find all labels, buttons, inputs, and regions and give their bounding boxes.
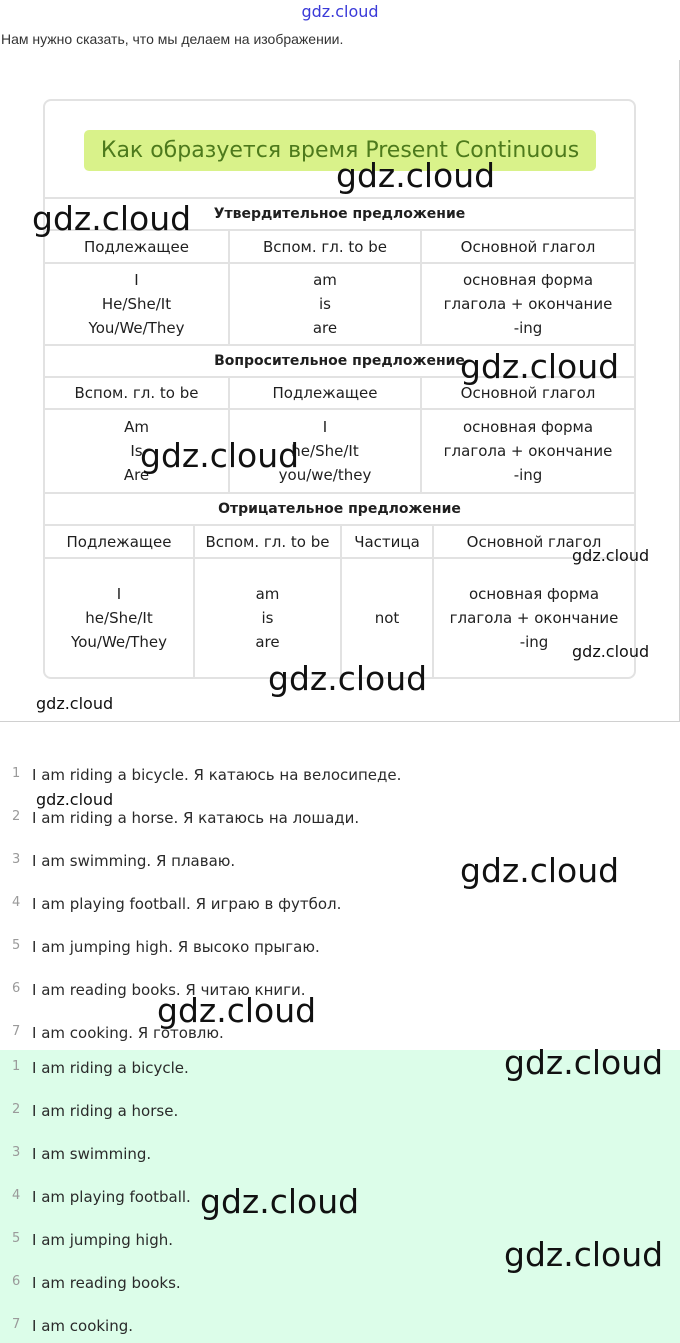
- cell-line: is: [261, 609, 274, 627]
- cell-line: глагола + окончание: [449, 609, 619, 627]
- cell-line: глагола + окончание: [443, 442, 613, 460]
- watermark: gdz.cloud: [157, 991, 317, 1030]
- cell-line: Are: [123, 466, 150, 484]
- cell-line: He/She/It: [101, 295, 172, 313]
- cell-line: -ing: [519, 633, 549, 651]
- cell-line: are: [312, 319, 338, 337]
- cell-line: are: [255, 633, 280, 651]
- list-item: [0, 1274, 680, 1317]
- interrogative-heading: Вопросительное предложение: [214, 353, 465, 369]
- cell-line: основная форма: [462, 418, 594, 436]
- list-item: [0, 938, 680, 981]
- column-header: Вспом. гл. to be: [230, 231, 422, 262]
- item-number: 3: [12, 1145, 21, 1160]
- cell-line: You/We/They: [71, 633, 167, 651]
- column-header: Подлежащее: [45, 231, 230, 262]
- item-number: 6: [12, 1274, 21, 1289]
- cell-line: Is: [130, 442, 143, 460]
- cell-line: is: [319, 295, 331, 313]
- top-link[interactable]: gdz.cloud: [301, 2, 379, 21]
- item-number: 2: [12, 1102, 21, 1117]
- column-header: Основной глагол: [460, 384, 596, 402]
- watermark: gdz.cloud: [140, 436, 300, 475]
- item-number: 5: [12, 938, 21, 953]
- item-number: 1: [12, 1059, 21, 1074]
- watermark: gdz.cloud: [460, 347, 620, 386]
- watermark: gdz.cloud: [460, 851, 620, 890]
- cell-line: -ing: [513, 466, 543, 484]
- affirmative-heading: Утвердительное предложение: [213, 206, 466, 222]
- column-header: Вспом. гл. to be: [195, 526, 342, 557]
- list-item: [0, 1317, 680, 1343]
- list-item: [0, 809, 680, 852]
- item-text: I am swimming. Я плаваю.: [32, 852, 236, 870]
- list-item: [0, 1102, 680, 1145]
- negative-columns-row: [45, 524, 634, 557]
- watermark: gdz.cloud: [36, 694, 114, 713]
- item-text: I am reading books. Я читаю книги.: [32, 981, 306, 999]
- intro-text: Нам нужно сказать, что мы делаем на изображении.: [1, 31, 344, 47]
- item-text: I am riding a horse.: [32, 1102, 179, 1120]
- item-number: 5: [12, 1231, 21, 1246]
- item-number: 3: [12, 852, 21, 867]
- item-text: I am playing football.: [32, 1188, 191, 1206]
- watermark: gdz.cloud: [32, 199, 192, 238]
- cell-line: I: [116, 585, 122, 603]
- aux-cell: [230, 264, 422, 344]
- item-number: 2: [12, 809, 21, 824]
- column-header: Частица: [342, 526, 434, 557]
- watermark: gdz.cloud: [572, 642, 650, 661]
- item-text: I am cooking. Я готовлю.: [32, 1024, 224, 1042]
- cell-line: Am: [124, 418, 149, 436]
- item-text: I am cooking.: [32, 1317, 134, 1335]
- item-text: I am riding a bicycle.: [32, 1059, 189, 1077]
- cell-line: I: [134, 271, 139, 289]
- item-number: 1: [12, 766, 21, 781]
- watermark: gdz.cloud: [504, 1235, 664, 1274]
- item-number: 7: [12, 1024, 21, 1039]
- column-header: Основной глагол: [466, 532, 602, 551]
- item-text: I am swimming.: [32, 1145, 152, 1163]
- item-text: I am reading books.: [32, 1274, 181, 1292]
- watermark: gdz.cloud: [268, 659, 428, 698]
- watermark: gdz.cloud: [36, 790, 114, 809]
- cell-line: You/We/They: [88, 319, 185, 337]
- column-header: Подлежащее: [230, 378, 422, 408]
- item-number: 4: [12, 895, 21, 910]
- verb-cell: [422, 264, 634, 344]
- cell-line: -ing: [513, 319, 543, 337]
- item-text: I am riding a bicycle. Я катаюсь на велосипеде.: [32, 766, 402, 784]
- interrogative-body-row: [45, 408, 634, 492]
- cell-line: am: [313, 271, 337, 289]
- cell-line: he/She/It: [291, 442, 359, 460]
- watermark: gdz.cloud: [572, 546, 650, 565]
- cell-line: основная форма: [462, 271, 594, 289]
- item-text: I am jumping high. Я высоко прыгаю.: [32, 938, 320, 956]
- item-text: I am playing football. Я играю в футбол.: [32, 895, 342, 913]
- item-number: 6: [12, 981, 21, 996]
- cell-line: глагола + окончание: [443, 295, 613, 313]
- item-text: I am jumping high.: [32, 1231, 174, 1249]
- watermark: gdz.cloud: [200, 1182, 360, 1221]
- subjects-cell: [45, 264, 230, 344]
- cell-line: you/we/they: [278, 466, 372, 484]
- column-header: Основной глагол: [460, 237, 596, 256]
- cell-line: I: [322, 418, 328, 436]
- column-header: Вспом. гл. to be: [45, 378, 230, 408]
- subjects-cell: [45, 559, 195, 677]
- cell-line: am: [255, 585, 280, 603]
- negative-heading-row: [45, 492, 634, 524]
- cell-line: not: [374, 609, 400, 627]
- figure-title: Как образуется время Present Continuous: [84, 130, 596, 171]
- watermark: gdz.cloud: [504, 1043, 664, 1082]
- column-header: Подлежащее: [45, 526, 195, 557]
- list-item: [0, 895, 680, 938]
- affirmative-body-row: [45, 262, 634, 344]
- watermark: gdz.cloud: [336, 156, 496, 195]
- item-text: I am riding a horse. Я катаюсь на лошади.: [32, 809, 360, 827]
- verb-cell: [422, 410, 634, 492]
- cell-line: основная форма: [468, 585, 600, 603]
- negative-heading: Отрицательное предложение: [218, 501, 461, 517]
- item-number: 4: [12, 1188, 21, 1203]
- item-number: 7: [12, 1317, 21, 1332]
- cell-line: he/She/It: [85, 609, 153, 627]
- list-item: [0, 981, 680, 1024]
